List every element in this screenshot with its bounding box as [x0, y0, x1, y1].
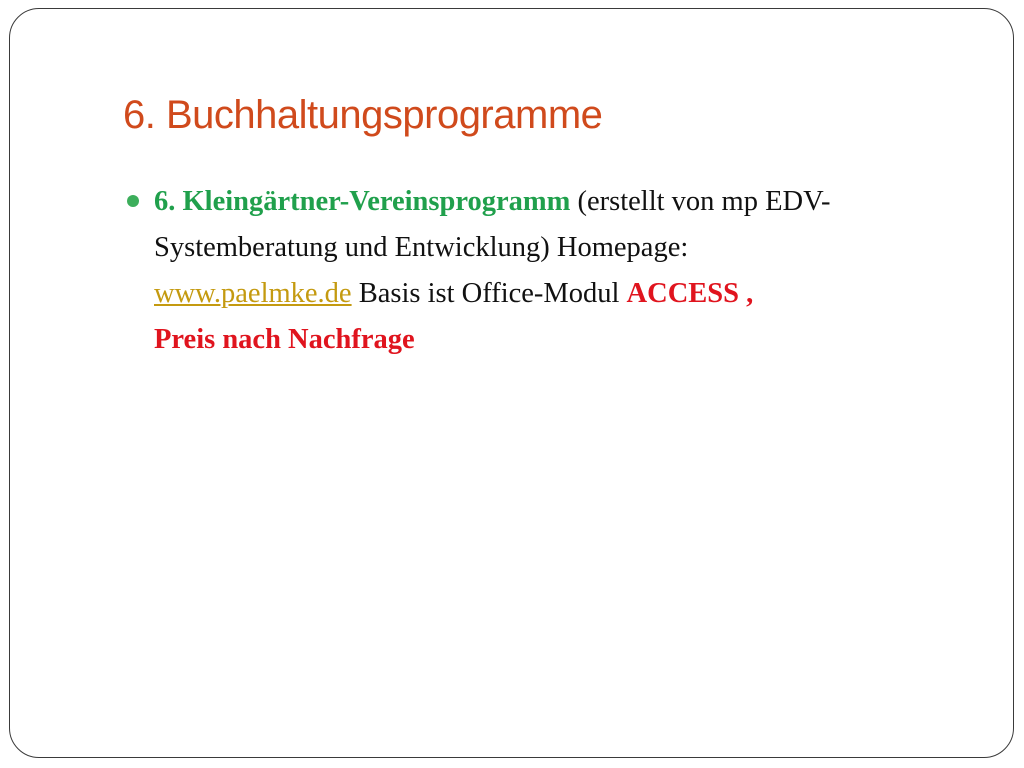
bullet-dot-icon	[127, 195, 139, 207]
bullet-list	[126, 179, 976, 363]
program-name: 6. Kleingärtner-Vereinsprogramm	[154, 186, 571, 217]
price-text: Preis nach Nachfrage	[154, 324, 415, 355]
access-label: ACCESS ,	[626, 278, 754, 309]
bullet-item	[126, 179, 976, 363]
basis-text: Basis ist Office-Modul	[351, 278, 627, 309]
homepage-link[interactable]: www.paelmke.de	[154, 278, 352, 309]
slide-title: 6. Buchhaltungsprogramme	[123, 93, 603, 137]
slide-frame	[9, 8, 1014, 758]
program-description: (erstellt von mp EDV-Systemberatung und Entwicklung) Homepage:	[154, 186, 831, 263]
